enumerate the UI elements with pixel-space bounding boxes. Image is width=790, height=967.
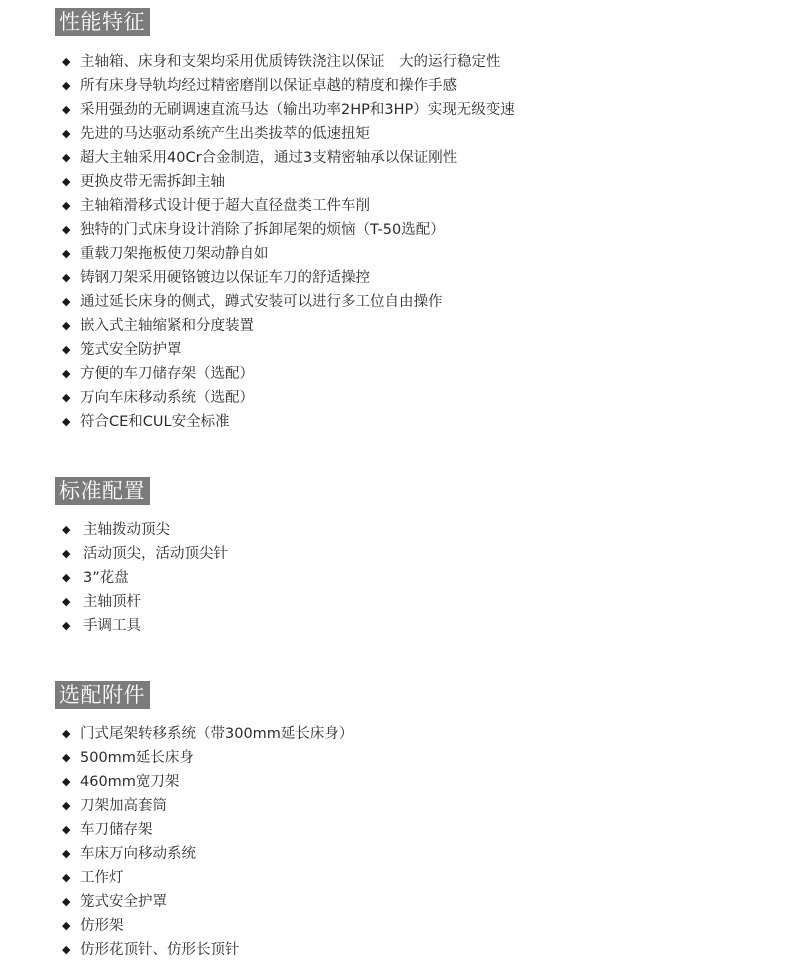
list-item: ◆ 主轴顶杆 bbox=[62, 590, 228, 614]
diamond-bullet-icon: ◆ bbox=[62, 415, 71, 428]
diamond-bullet-icon: ◆ bbox=[62, 871, 71, 884]
diamond-bullet-icon: ◆ bbox=[62, 943, 71, 956]
diamond-bullet-icon: ◆ bbox=[62, 595, 71, 608]
diamond-bullet-icon: ◆ bbox=[62, 247, 71, 260]
list-item: ◆ 铸钢刀架采用硬铬镀边以保证车刀的舒适操控 bbox=[62, 266, 515, 290]
diamond-bullet-icon: ◆ bbox=[62, 523, 71, 536]
diamond-bullet-icon: ◆ bbox=[62, 295, 71, 308]
list-item: ◆ 460mm宽刀架 bbox=[62, 770, 353, 794]
list-item: ◆ 3”花盘 bbox=[62, 566, 228, 590]
list-item: ◆ 超大主轴采用40Cr合金制造，通过3支精密轴承以保证刚性 bbox=[62, 146, 515, 170]
list-item: ◆ 万向车床移动系统（选配） bbox=[62, 386, 515, 410]
list-item: ◆ 工作灯 bbox=[62, 866, 353, 890]
list-item: ◆ 仿形花顶针、仿形长顶针 bbox=[62, 938, 353, 962]
optional-accessories-list bbox=[62, 722, 353, 962]
diamond-bullet-icon: ◆ bbox=[62, 571, 71, 584]
diamond-bullet-icon: ◆ bbox=[62, 343, 71, 356]
section-heading: 标准配置 bbox=[55, 477, 150, 505]
diamond-bullet-icon: ◆ bbox=[62, 799, 71, 812]
list-item: ◆ 采用强劲的无刷调速直流马达（输出功率2HP和3HP）实现无级变速 bbox=[62, 98, 515, 122]
list-item: ◆ 笼式安全护罩 bbox=[62, 890, 353, 914]
list-item: ◆ 主轴箱滑移式设计便于超大直径盘类工件车削 bbox=[62, 194, 515, 218]
diamond-bullet-icon: ◆ bbox=[62, 391, 71, 404]
list-item: ◆ 主轴拨动顶尖 bbox=[62, 518, 228, 542]
list-item: ◆ 更换皮带无需拆卸主轴 bbox=[62, 170, 515, 194]
section-heading: 选配附件 bbox=[55, 681, 150, 709]
list-item: ◆ 活动顶尖，活动顶尖针 bbox=[62, 542, 228, 566]
diamond-bullet-icon: ◆ bbox=[62, 547, 71, 560]
list-item: ◆ 车刀储存架 bbox=[62, 818, 353, 842]
diamond-bullet-icon: ◆ bbox=[62, 919, 71, 932]
feature-list bbox=[62, 50, 515, 434]
list-item: ◆ 嵌入式主轴缩紧和分度装置 bbox=[62, 314, 515, 338]
list-item: ◆ 先进的马达驱动系统产生出类拔萃的低速扭矩 bbox=[62, 122, 515, 146]
list-item: ◆ 500mm延长床身 bbox=[62, 746, 353, 770]
diamond-bullet-icon: ◆ bbox=[62, 79, 71, 92]
diamond-bullet-icon: ◆ bbox=[62, 175, 71, 188]
list-item: ◆ 所有床身导轨均经过精密磨削以保证卓越的精度和操作手感 bbox=[62, 74, 515, 98]
diamond-bullet-icon: ◆ bbox=[62, 271, 71, 284]
list-item: ◆ 独特的门式床身设计消除了拆卸尾架的烦恼（T-50选配） bbox=[62, 218, 515, 242]
standard-config-list bbox=[62, 518, 228, 638]
list-item: ◆ 通过延长床身的侧式，蹲式安装可以进行多工位自由操作 bbox=[62, 290, 515, 314]
diamond-bullet-icon: ◆ bbox=[62, 127, 71, 140]
section-heading: 性能特征 bbox=[55, 8, 150, 36]
list-item: ◆ 符合CE和CUL安全标准 bbox=[62, 410, 515, 434]
diamond-bullet-icon: ◆ bbox=[62, 199, 71, 212]
list-item: ◆ 刀架加高套筒 bbox=[62, 794, 353, 818]
diamond-bullet-icon: ◆ bbox=[62, 55, 71, 68]
diamond-bullet-icon: ◆ bbox=[62, 751, 71, 764]
diamond-bullet-icon: ◆ bbox=[62, 367, 71, 380]
diamond-bullet-icon: ◆ bbox=[62, 103, 71, 116]
list-item: ◆ 重载刀架拖板使刀架动静自如 bbox=[62, 242, 515, 266]
diamond-bullet-icon: ◆ bbox=[62, 727, 71, 740]
list-item: ◆ 方便的车刀储存架（选配） bbox=[62, 362, 515, 386]
diamond-bullet-icon: ◆ bbox=[62, 823, 71, 836]
diamond-bullet-icon: ◆ bbox=[62, 895, 71, 908]
diamond-bullet-icon: ◆ bbox=[62, 223, 71, 236]
list-item: ◆ 主轴箱、床身和支架均采用优质铸铁浇注以保证 大的运行稳定性 bbox=[62, 50, 515, 74]
diamond-bullet-icon: ◆ bbox=[62, 619, 71, 632]
diamond-bullet-icon: ◆ bbox=[62, 319, 71, 332]
list-item: ◆ 仿形架 bbox=[62, 914, 353, 938]
diamond-bullet-icon: ◆ bbox=[62, 775, 71, 788]
list-item: ◆ 车床万向移动系统 bbox=[62, 842, 353, 866]
diamond-bullet-icon: ◆ bbox=[62, 151, 71, 164]
list-item: ◆ 笼式安全防护罩 bbox=[62, 338, 515, 362]
list-item: ◆ 手调工具 bbox=[62, 614, 228, 638]
list-item: ◆ 门式尾架转移系统（带300mm延长床身） bbox=[62, 722, 353, 746]
diamond-bullet-icon: ◆ bbox=[62, 847, 71, 860]
